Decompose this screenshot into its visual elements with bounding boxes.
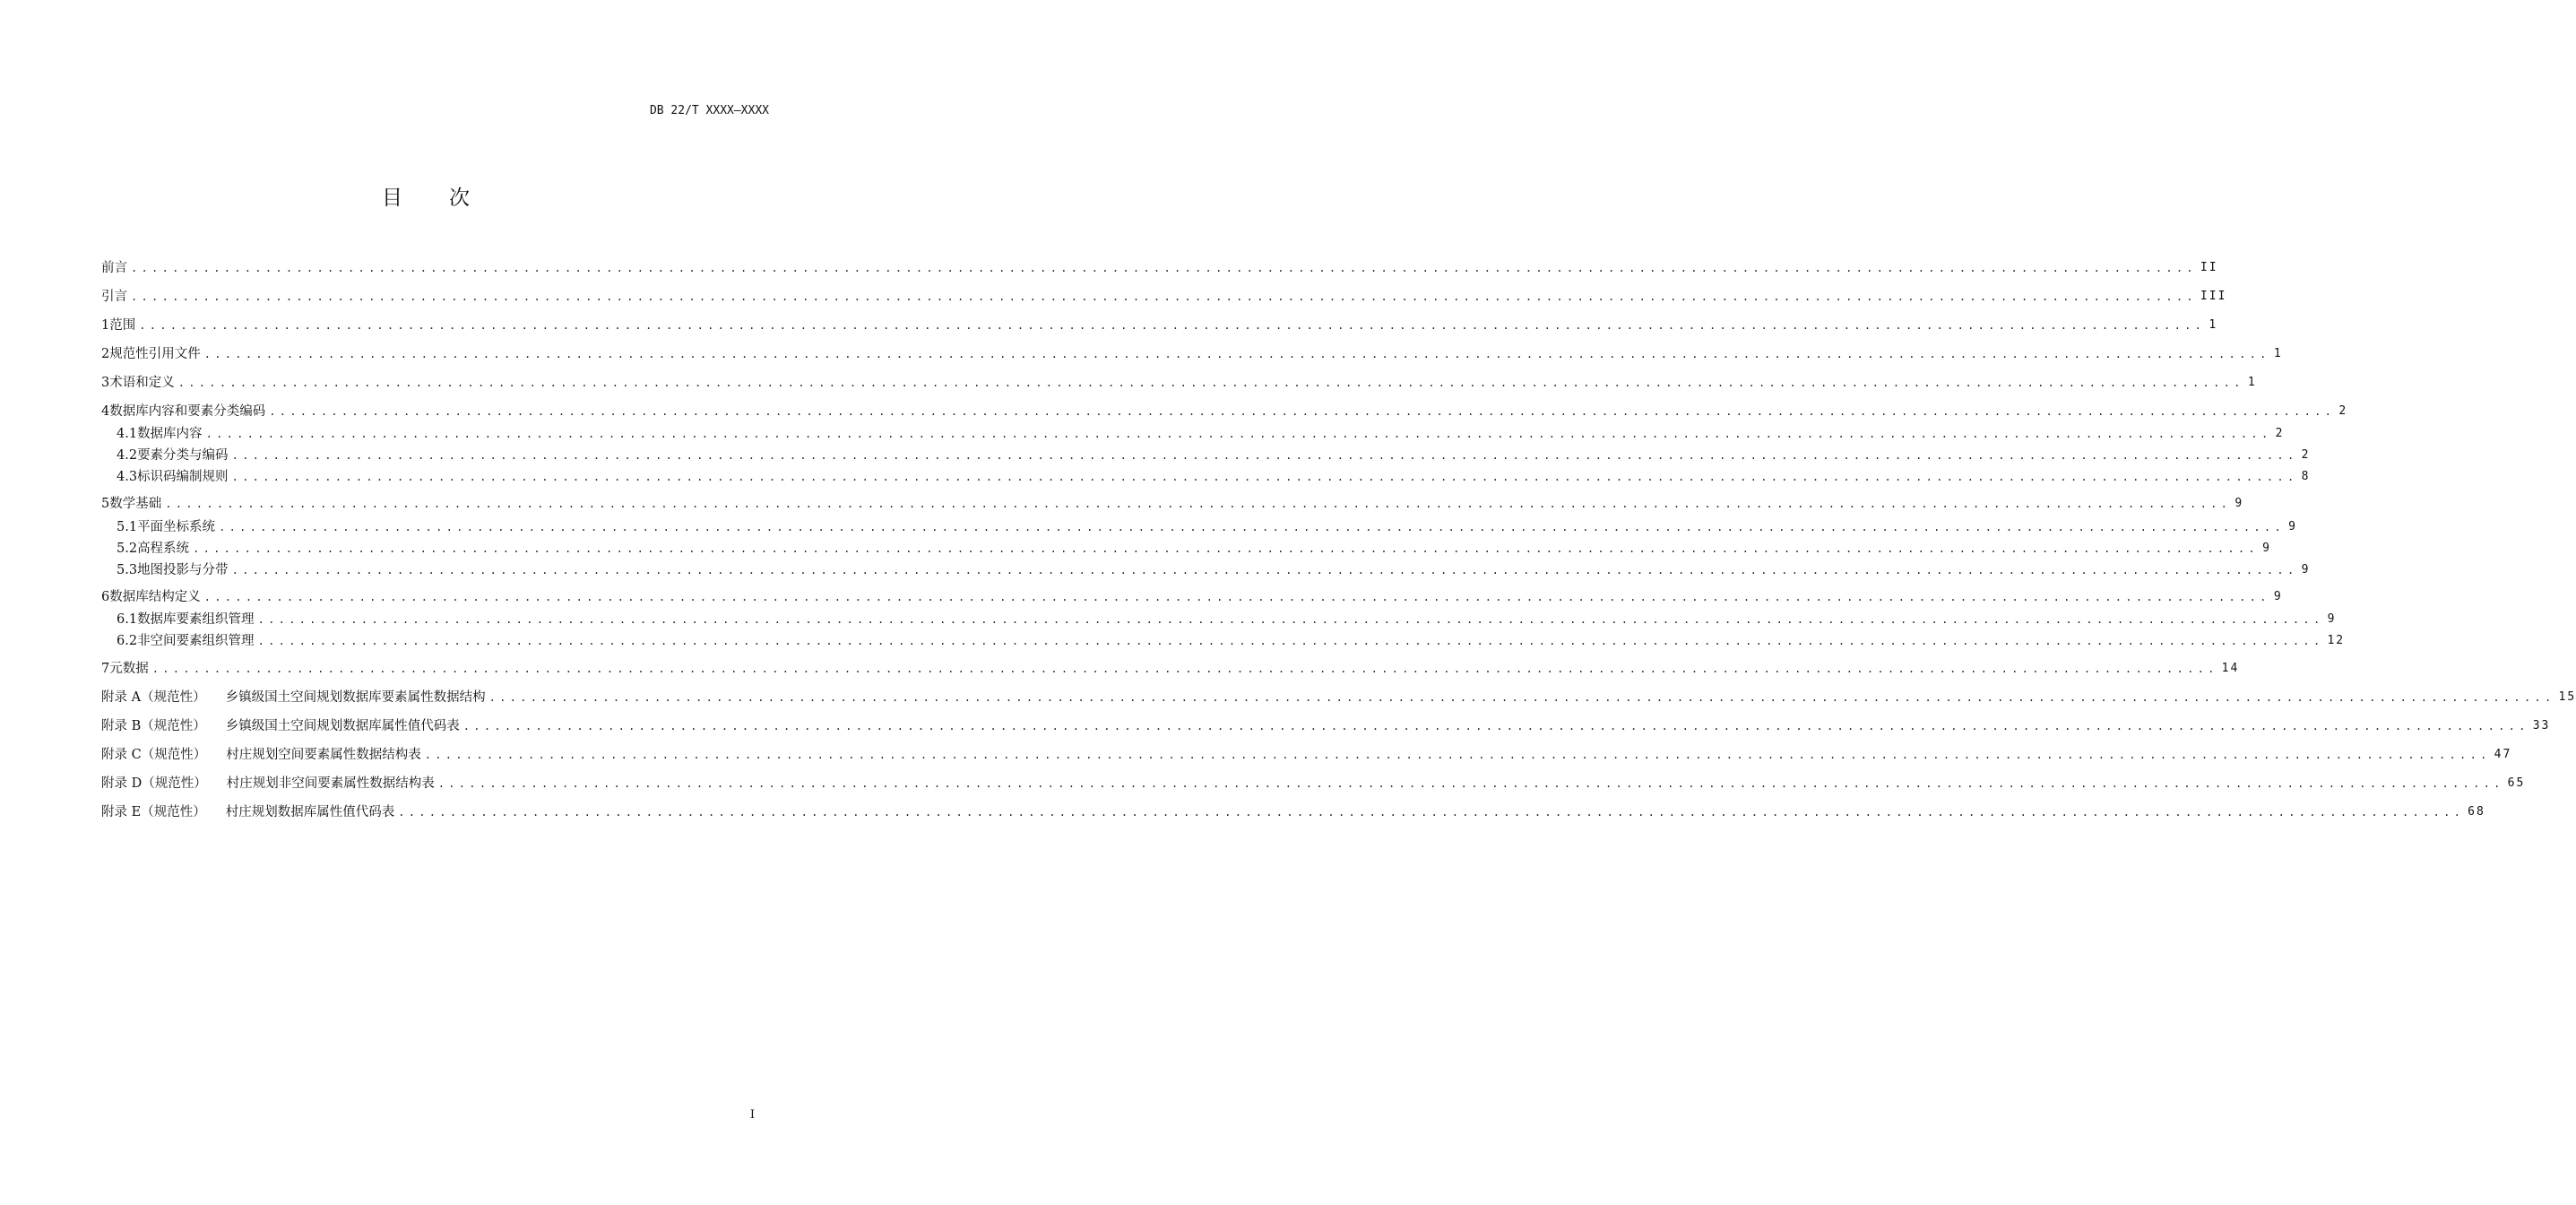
toc-entry[interactable]	[101, 345, 2283, 363]
toc-entry[interactable]	[117, 518, 2297, 536]
toc-entry-label: 村庄规划数据库属性值代码表	[225, 805, 395, 819]
toc-leader-dots: ........................................................................................................................................................................................................	[205, 428, 2272, 440]
toc-leader-dots: ........................................................................................................................................................................................................	[203, 591, 2270, 603]
toc-entry-page: 9	[2273, 590, 2283, 603]
toc-entry[interactable]	[117, 468, 2311, 486]
toc-leader-dots: ........................................................................................................................................................................................................	[177, 377, 2244, 389]
toc-entry-label: 元数据	[109, 662, 149, 676]
toc-entry-number: 7	[101, 662, 110, 676]
toc-entry-page: 1	[2209, 318, 2218, 332]
toc-entry[interactable]	[117, 540, 2271, 558]
toc-entry-label: 非空间要素组织管理	[137, 634, 255, 648]
toc-entry[interactable]	[101, 259, 2218, 277]
toc-entry[interactable]	[101, 717, 2551, 735]
toc-entry-page: 33	[2532, 719, 2551, 733]
toc-entry-label: 引言	[101, 290, 127, 304]
toc-entry-page: 12	[2327, 634, 2346, 647]
toc-entry-label: 范围	[109, 318, 136, 333]
toc-entry-label: 平面坐标系统	[137, 520, 216, 534]
toc-entry[interactable]	[117, 632, 2346, 650]
toc-entry-number: 6.1	[117, 612, 138, 627]
toc-entry-label: 数据库结构定义	[109, 590, 201, 604]
toc-leader-dots: ........................................................................................................................................................................................................	[398, 806, 2465, 819]
toc-entry[interactable]	[117, 611, 2337, 629]
toc-entry-page: 9	[2262, 542, 2271, 555]
toc-entry-label: 村庄规划空间要素属性数据结构表	[226, 748, 421, 762]
toc-entry-page: 2	[2275, 427, 2285, 440]
toc-entry[interactable]	[101, 689, 2576, 707]
toc-entry-label: 高程系统	[137, 542, 190, 556]
toc-entry-page: 47	[2494, 748, 2512, 761]
toc-entry-page: 65	[2507, 776, 2526, 790]
toc-entry-label: 数据库内容	[137, 427, 203, 441]
toc-entry-page: III	[2200, 290, 2227, 303]
toc-entry-label: 乡镇级国土空间规划数据库要素属性数据结构	[225, 690, 486, 705]
toc-entry-label: 数据库要素组织管理	[137, 612, 255, 627]
toc-entry-number: 5.3	[117, 563, 138, 577]
toc-leader-dots: ........................................................................................................................................................................................................	[231, 471, 2298, 483]
toc-leader-dots: ........................................................................................................................................................................................................	[131, 290, 2197, 303]
toc-entry-number: 4.1	[117, 427, 138, 441]
toc-leader-dots: ........................................................................................................................................................................................................	[139, 319, 2206, 332]
toc-entry-number: 附录 E（规范性）	[101, 805, 206, 819]
toc-entry-label: 规范性引用文件	[109, 347, 201, 361]
toc-entry-label: 数据库内容和要素分类编码	[109, 404, 266, 419]
toc-entry-number: 6	[101, 590, 110, 604]
toc-entry-number: 3	[101, 376, 110, 390]
toc-entry-page: 2	[2338, 404, 2348, 418]
toc-entry-page: 9	[2301, 563, 2311, 576]
toc-entry[interactable]	[101, 660, 2240, 678]
toc-leader-dots: ........................................................................................................................................................................................................	[269, 405, 2336, 418]
toc-entry-page: 2	[2301, 448, 2311, 462]
toc-entry[interactable]	[101, 775, 2526, 793]
toc-entry[interactable]	[117, 446, 2311, 464]
toc-entry-number: 5	[101, 497, 110, 511]
toc-leader-dots: ........................................................................................................................................................................................................	[257, 613, 2324, 626]
toc-entry-page: 9	[2235, 497, 2244, 510]
toc-entry-page: 68	[2468, 805, 2485, 819]
toc-leader-dots: ........................................................................................................................................................................................................	[231, 564, 2298, 576]
toc-entry-page: 15	[2558, 690, 2576, 704]
toc-entry-page: 14	[2221, 662, 2240, 675]
toc-entry-page: 8	[2301, 470, 2311, 483]
toc-entry-number: 附录 C（规范性）	[101, 748, 207, 762]
toc-entry-number: 4.3	[117, 470, 138, 484]
toc-entry-label: 村庄规划非空间要素属性数据结构表	[226, 776, 435, 791]
toc-leader-dots: ........................................................................................................................................................................................................	[257, 635, 2324, 647]
toc-entry-page: 1	[2247, 376, 2257, 389]
toc-leader-dots: ........................................................................................................................................................................................................	[424, 749, 2491, 761]
toc-entry-page: 9	[2327, 612, 2337, 626]
toc-entry-page: II	[2200, 261, 2218, 274]
toc-entry-label: 地图投影与分带	[137, 563, 229, 577]
toc-entry[interactable]	[101, 288, 2227, 306]
page-title: 目次	[382, 186, 516, 210]
toc-entry[interactable]	[101, 588, 2283, 606]
toc-entry[interactable]	[101, 403, 2348, 420]
toc-entry-number: 5.1	[117, 520, 138, 534]
toc-entry-label: 数学基础	[109, 497, 162, 511]
toc-entry-number: 4	[101, 404, 110, 419]
toc-entry-label: 前言	[101, 261, 127, 275]
toc-entry-number: 6.2	[117, 634, 138, 648]
toc-entry[interactable]	[101, 374, 2257, 392]
toc-entry[interactable]	[101, 316, 2218, 334]
toc-entry-label: 乡镇级国土空间规划数据库属性值代码表	[225, 719, 460, 733]
toc-leader-dots: ........................................................................................................................................................................................................	[462, 720, 2529, 733]
toc-entry-label: 术语和定义	[109, 376, 175, 390]
toc-leader-dots: ........................................................................................................................................................................................................	[488, 691, 2555, 704]
toc-entry[interactable]	[101, 746, 2512, 764]
page-number: I	[749, 1108, 755, 1122]
toc-entry-page: 9	[2288, 520, 2297, 533]
toc-leader-dots: ........................................................................................................................................................................................................	[219, 521, 2285, 533]
toc-entry[interactable]	[101, 803, 2485, 821]
toc-entry[interactable]	[101, 495, 2244, 513]
toc-entry-number: 附录 B（规范性）	[101, 719, 206, 733]
toc-entry-page: 1	[2273, 347, 2283, 360]
toc-entry-number: 4.2	[117, 448, 138, 463]
toc-entry-number: 附录 D（规范性）	[101, 776, 207, 791]
toc-leader-dots: ........................................................................................................................................................................................................	[193, 542, 2259, 555]
toc-leader-dots: ........................................................................................................................................................................................................	[131, 262, 2197, 274]
toc-entry-number: 附录 A（规范性）	[101, 690, 206, 705]
toc-entry-label: 要素分类与编码	[137, 448, 229, 463]
toc-entry-number: 2	[101, 347, 110, 361]
toc-leader-dots: ........................................................................................................................................................................................................	[165, 498, 2232, 510]
document-number: DB 22/T XXXX—XXXX	[649, 104, 769, 117]
toc-leader-dots: ........................................................................................................................................................................................................	[437, 777, 2504, 790]
toc-entry-number: 1	[101, 318, 110, 333]
toc-entry[interactable]	[117, 425, 2285, 443]
toc-entry-label: 标识码编制规则	[137, 470, 229, 484]
toc-entry-number: 5.2	[117, 542, 138, 556]
toc-leader-dots: ........................................................................................................................................................................................................	[151, 663, 2218, 675]
toc-entry[interactable]	[117, 561, 2311, 579]
toc-leader-dots: ........................................................................................................................................................................................................	[231, 449, 2298, 462]
toc-leader-dots: ........................................................................................................................................................................................................	[203, 348, 2270, 360]
